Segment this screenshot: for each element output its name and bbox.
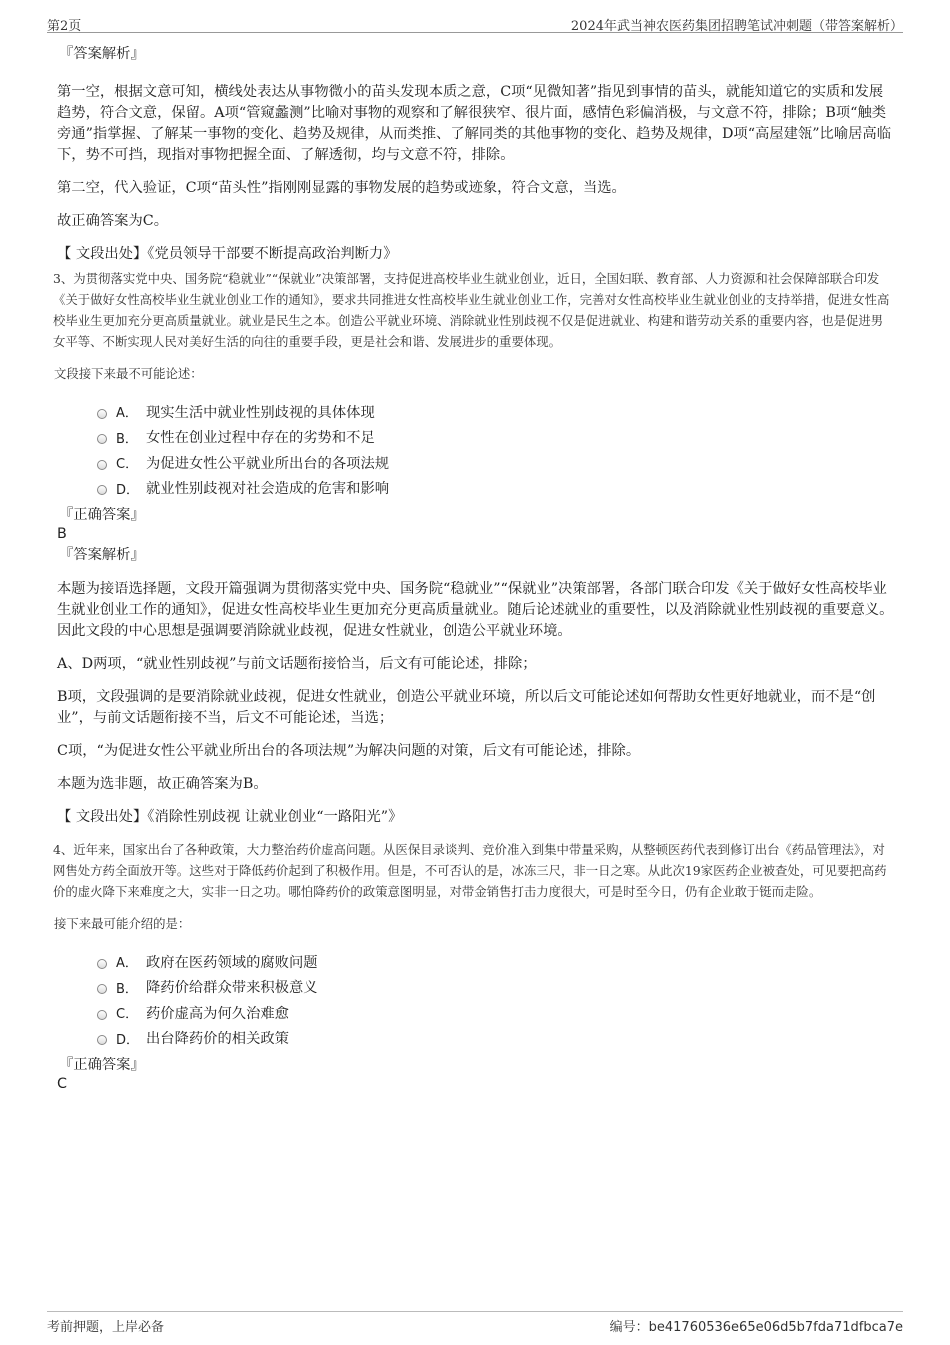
q3-option-b[interactable]: B． 女性在创业过程中存在的劣势和不足	[97, 425, 895, 451]
q4-answer-label: 『正确答案』	[59, 1057, 145, 1073]
radio-icon[interactable]	[97, 984, 107, 994]
q3-option-d[interactable]: D． 就业性别歧视对社会造成的危害和影响	[97, 476, 895, 502]
radio-icon[interactable]	[97, 460, 107, 470]
page-header	[47, 12, 903, 33]
option-text: 女性在创业过程中存在的劣势和不足	[146, 430, 375, 447]
q3-analysis-para2: A、D两项，“就业性别歧视”与前文话题衔接恰当，后文有可能论述，排除；	[57, 656, 537, 672]
q2-analysis-para1: 第一空，根据文意可知，横线处表达从事物微小的苗头发现本质之意，C项“见微知著”指见到事情的苗头，就能知道它的实质和发展趋势，符合文意，保留。A项“管窥蠡测”比喻对事物的观察和了解很狭窄、很片面，感情色彩偏消极，与文意不符，排除；B项“触类旁通”指掌握、了解某一事物的变化、趋势及规律，从而类推、了解同类的其他事物的变化、趋势及规律，D项“高屋建瓴”比喻居高临下，势不可挡，现指对事物把握全面、了解透彻，均与文意不符，排除。	[57, 84, 892, 163]
q4-stem: 4、近年来，国家出台了各种政策，大力整治药价虚高问题。从医保目录谈判、竞价准入到集中带量采购，从整顿医药代表到修订出台《药品管理法》，对网售处方药全面放开等。这些对于降低药价起到了积极作用。但是，不可否认的是，冰冻三尺，非一日之寒。从此次19家医药企业被查处，可见要把高药价的虚火降下来难度之大，实非一日之功。哪怕降药价的政策意图明显，对带金销售打击力度很大，可是时至今日，仍有企业敢于铤而走险。	[53, 842, 887, 899]
q2-source: 【 文段出处】《党员领导干部要不断提高政治判断力》	[57, 246, 398, 262]
q2-answer-statement: 故正确答案为C。	[57, 213, 169, 229]
radio-icon[interactable]	[97, 409, 107, 419]
q3-prompt: 文段接下来最不可能论述：	[54, 366, 203, 381]
q3-answer: B	[57, 526, 67, 542]
q3-answer-label: 『正确答案』	[59, 507, 145, 523]
page-footer	[47, 1311, 903, 1336]
q3-option-c[interactable]: C． 为促进女性公平就业所出台的各项法规	[97, 450, 895, 476]
footer-slogan: 考前押题，上岸必备	[47, 1320, 165, 1335]
q3-analysis-label: 『答案解析』	[59, 547, 145, 563]
code-value: be41760536e65e06d5b7fda71dfbca7e	[648, 1320, 903, 1335]
q2-analysis-para2: 第二空，代入验证，C项“苗头性”指刚刚显露的事物发展的趋势或迹象，符合文意，当选。	[57, 180, 626, 196]
radio-icon[interactable]	[97, 959, 107, 969]
q3-option-a[interactable]: A． 现实生活中就业性别歧视的具体体现	[97, 399, 895, 425]
option-text: 为促进女性公平就业所出台的各项法规	[146, 455, 390, 472]
option-text: 出台降药价的相关政策	[146, 1031, 289, 1048]
document-code	[610, 1316, 903, 1335]
option-text: 现实生活中就业性别歧视的具体体现	[146, 404, 375, 421]
q3-analysis-para5: 本题为选非题，故正确答案为B。	[57, 776, 268, 792]
q4-option-d[interactable]: D． 出台降药价的相关政策	[97, 1026, 895, 1052]
q3-analysis-para1: 本题为接语选择题，文段开篇强调为贯彻落实党中央、国务院“稳就业”“保就业”决策部署，各部门联合印发《关于做好女性高校毕业生就业创业工作的通知》，促进女性高校毕业生更加充分更高质量就业。随后论述就业的重要性，以及消除就业性别歧视的重要意义。因此文段的中心思想是强调要消除就业歧视，促进女性就业，创造公平就业环境。	[57, 581, 894, 639]
radio-icon[interactable]	[97, 1010, 107, 1020]
q2-analysis-label: 『答案解析』	[59, 46, 145, 62]
page-number: 第2页	[47, 19, 82, 34]
q4-options	[97, 949, 895, 1051]
document-title: 2024年武当神农医药集团招聘笔试冲刺题（带答案解析）	[570, 19, 903, 34]
page-content	[53, 40, 895, 1095]
q3-source: 【 文段出处】《消除性别歧视 让就业创业“一路阳光”》	[57, 809, 403, 825]
option-text: 药价虚高为何久治难愈	[146, 1005, 289, 1022]
radio-icon[interactable]	[97, 434, 107, 444]
option-text: 政府在医药领域的腐败问题	[146, 954, 318, 971]
q3-analysis-para4: C项，“为促进女性公平就业所出台的各项法规”为解决问题的对策，后文有可能论述，排除。	[57, 743, 641, 759]
q3-analysis-para3: B项，文段强调的是要消除就业歧视，促进女性就业，创造公平就业环境，所以后文可能论述如何帮助女性更好地就业，而不是“创业”，与前文话题衔接不当，后文不可能论述，当选；	[57, 689, 876, 726]
q3-options	[97, 399, 895, 501]
q4-option-b[interactable]: B． 降药价给群众带来积极意义	[97, 975, 895, 1001]
option-text: 就业性别歧视对社会造成的危害和影响	[146, 481, 390, 498]
q4-prompt: 接下来最可能介绍的是：	[54, 916, 191, 931]
radio-icon[interactable]	[97, 485, 107, 495]
option-text: 降药价给群众带来积极意义	[146, 980, 318, 997]
q4-option-c[interactable]: C． 药价虚高为何久治难愈	[97, 1000, 895, 1026]
code-label: 编号：	[609, 1320, 649, 1335]
q4-option-a[interactable]: A． 政府在医药领域的腐败问题	[97, 949, 895, 975]
q4-answer: C	[57, 1076, 67, 1092]
q3-stem: 3、为贯彻落实党中央、国务院“稳就业”“保就业”决策部署，支持促进高校毕业生就业创业，近日，全国妇联、教育部、人力资源和社会保障部联合印发《关于做好女性高校毕业生就业创业工作的通知》，要求共同推进女性高校毕业生就业创业工作，完善对女性高校毕业生就业创业的支持举措，促进女性高校毕业生更加充分更高质量就业。就业是民生之本。创造公平就业环境、消除就业性别歧视不仅是促进就业、构建和谐劳动关系的重要内容，也是促进男女平等、不断实现人民对美好生活的向往的重要手段，更是社会和谐、发展进步的重要体现。	[53, 271, 890, 349]
radio-icon[interactable]	[97, 1035, 107, 1045]
